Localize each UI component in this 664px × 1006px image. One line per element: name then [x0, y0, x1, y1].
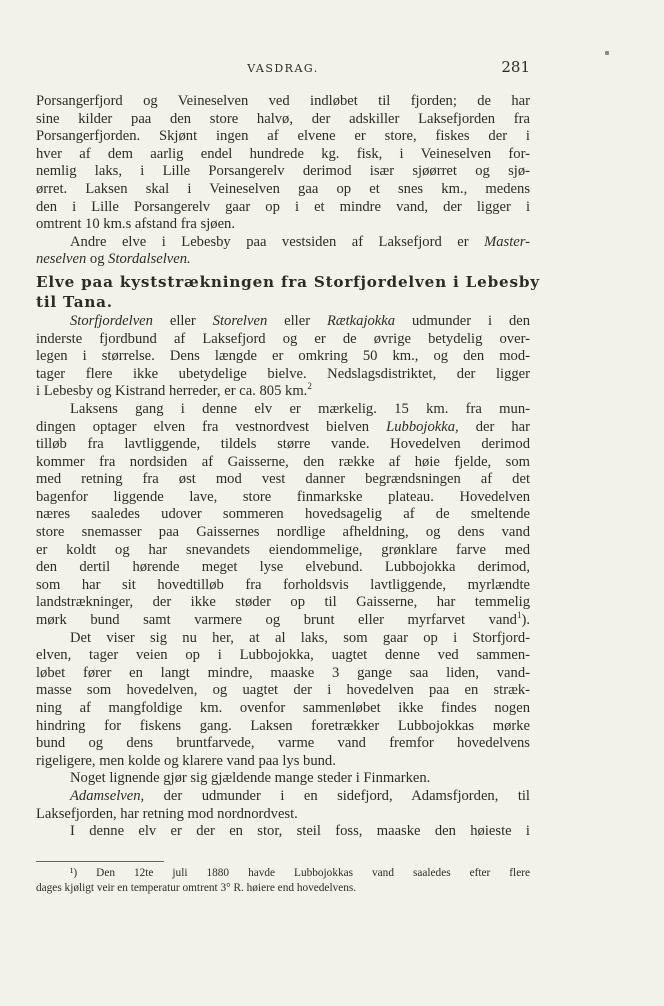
page-number: 281 — [501, 58, 530, 76]
italic-river-name: Lubbojokka, — [386, 418, 459, 435]
italic-river-name: Storelven — [212, 312, 268, 329]
body-text — [36, 93, 540, 841]
italic-river-name: neselven — [36, 251, 87, 268]
section-heading: Elve paa kyststrækningen fra Storfjordelven i Lebesby — [36, 272, 540, 291]
text-line — [36, 788, 530, 806]
print-speck — [605, 51, 609, 55]
footnote-ref: 1 — [516, 610, 522, 621]
text-line: hver af dem aarlig endel hundrede kg. fisk, i Veineselven for- — [36, 145, 530, 162]
text-line: nemlig laks, i Lille Porsangerelv derimod især sjøørret og sjø- — [36, 163, 530, 180]
text-line — [36, 419, 530, 437]
text-span: der har — [475, 418, 531, 435]
text-line: Laksens gang i denne elv er mærkelig. 15 km. fra mun- — [70, 400, 530, 417]
text-line: elven, tager veien op i Lubbojokka, uagtet denne ved sammen- — [36, 647, 530, 664]
text-span: mørk bund samt varmere og brunt eller myrfarvet vand — [36, 612, 517, 629]
text-line: Porsangerfjorden. Skjønt ingen af elvene er store, fiskes der i — [36, 128, 530, 145]
text-line: rigeligere, men kolde og klarere vand paa lys bund. — [36, 752, 336, 769]
text-line: ning af mangfoldige km. ovenfor sammenløbet ikke findes nogen — [36, 700, 530, 716]
page-header — [36, 58, 530, 80]
text-line: tilløb fra lavtliggende, tildels større vande. Hovedelven derimod — [36, 436, 530, 453]
footnote-mark: ¹) — [70, 867, 78, 879]
text-line: I denne elv er der en stor, steil foss, maaske den høieste i — [70, 823, 530, 840]
text-line: løbet fører en langt mindre, maaske 3 gange saa liden, vand- — [36, 664, 530, 681]
text-line: Det viser sig nu her, at al laks, som gaar op i Storfjord- — [70, 629, 530, 646]
text-line: bagenfor liggende lave, store finmarkske plateau. Hovedelven — [36, 488, 530, 505]
text-line: Porsangerfjord og Veineselven ved indløbet til fjorden; de har — [36, 93, 530, 109]
text-line — [36, 612, 530, 630]
text-line: kommer fra nordsiden af Gaisserne, den række af høie fjelde, som — [36, 453, 530, 470]
text-line: den dertil hørende meget lyse elvebund. Lubbojokka derimod, — [36, 559, 530, 576]
text-span: eller — [284, 312, 311, 329]
text-line: Laksefjorden, har retning mod nordnordvest. — [36, 805, 298, 822]
italic-river-name: Master- — [484, 233, 530, 250]
italic-river-name: Storfjordelven — [70, 312, 153, 329]
text-span: ). — [521, 612, 530, 629]
text-span: eller — [169, 312, 196, 329]
text-span: Den 12te juli 1880 havde Lubbojokkas vand saaledes efter flere — [96, 867, 530, 879]
text-span: der udmunder i en sidefjord, Adamsfjorden, til — [163, 787, 530, 804]
footnote-line: dages kjøligt veir en temperatur omtrent 3° R. høiere end hovedelvens. — [36, 882, 357, 894]
text-line: ørret. Laksen skal i Veineselven gaa op et snes km., medens — [36, 180, 530, 197]
text-line: med retning fra øst mod vest danner begrændsningen af det — [36, 471, 530, 488]
text-line: masse som hovedelven, og uagtet der i hovedelven paa en stræk- — [36, 682, 530, 699]
text-line: store snemasser paa Gaissernes nordlige afheldning, og dens vand — [36, 524, 530, 541]
text-line — [36, 234, 530, 252]
section-heading: til Tana. — [36, 292, 113, 311]
text-line — [36, 251, 530, 269]
text-span: Andre elve i Lebesby paa vestsiden af Laksefjord er — [70, 233, 469, 250]
text-span: i Lebesby og Kistrand herreder, er ca. 805 km. — [36, 383, 308, 400]
text-line — [36, 383, 530, 401]
text-line: omtrent 10 km.s afstand fra sjøen. — [36, 216, 235, 233]
text-line: bund og dens bruntfarvede, varme vand fremfor hovedelvens — [36, 735, 530, 752]
superscript: 2 — [307, 381, 312, 392]
text-span: udmunder i den — [411, 312, 531, 329]
text-line: legen i størrelse. Dens længde er omkring 50 km., og den mod- — [36, 348, 530, 365]
text-line: den i Lille Porsangerelv gaar op i et mindre vand, der ligger i — [36, 198, 530, 215]
text-line: landstrækninger, der ikke støder op til Gaisserne, har temmelig — [36, 594, 530, 611]
text-span: dingen optager elven fra vestnordvest bielven — [36, 418, 370, 435]
text-line: er koldt og har snevandets eiendommelige, grønklare farve med — [36, 541, 530, 558]
text-line — [36, 313, 530, 331]
running-head: VASDRAG. — [247, 62, 319, 75]
footnote-line — [36, 866, 530, 881]
text-line: tager flere ikke ubetydelige bielve. Nedslagsdistriktet, der ligger — [36, 365, 530, 382]
footnote-rule — [36, 861, 164, 862]
italic-river-name: Adamselven, — [70, 787, 145, 804]
text-line: inderste fjordbund af Laksefjord og er de øvrige betydelig over- — [36, 330, 530, 347]
text-line: Noget lignende gjør sig gjældende mange steder i Finmarken. — [70, 770, 431, 787]
italic-river-name: Stordalselven. — [108, 251, 191, 268]
text-line: hindring for fiskens gang. Laksen foretrækker Lubbojokkas mørke — [36, 717, 530, 734]
text-span: og — [89, 251, 105, 268]
footnote — [36, 866, 530, 896]
text-line: næres saaledes udover sommeren hovedsagelig af de smeltende — [36, 506, 530, 523]
italic-river-name: Rætkajokka — [326, 312, 396, 329]
text-line: som har sit hovedtilløb fra forholdsvis lavtliggende, myrlændte — [36, 576, 530, 593]
text-line: sine kilder paa den store halvø, der adskiller Laksefjorden fra — [36, 110, 530, 127]
